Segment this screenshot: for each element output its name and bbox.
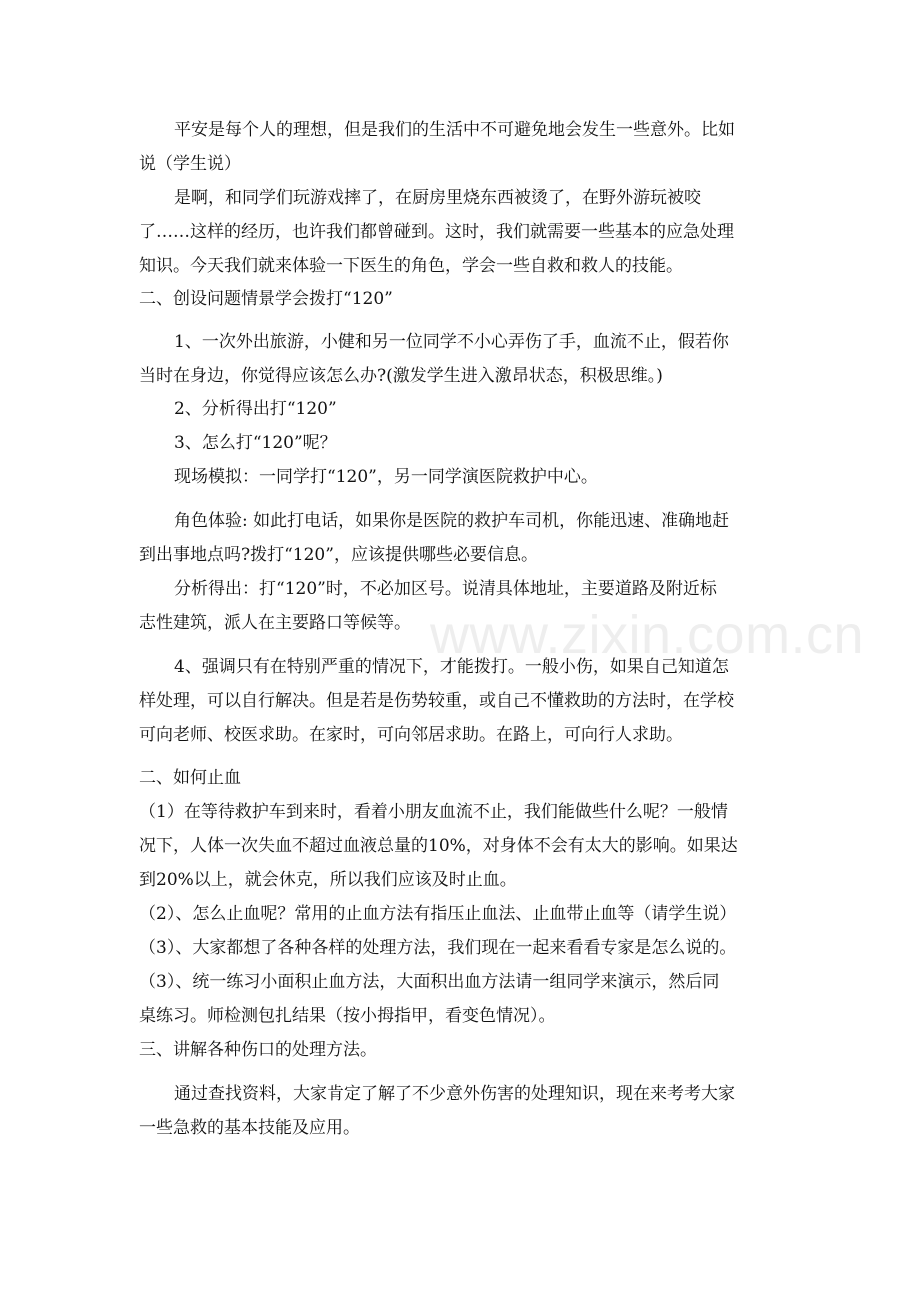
- paragraph-line: 通过查找资料，大家肯定了解了不少意外伤害的处理知识，现在来考考大家: [174, 1084, 735, 1104]
- paragraph-line: 知识。今天我们就来体验一下医生的角色，学会一些自救和救人的技能。: [139, 256, 683, 276]
- paragraph-line: 4、强调只有在特别严重的情况下，才能拨打。一般小伤，如果自己知道怎: [174, 657, 729, 677]
- section-heading: 二、创设问题情景学会拨打“120”: [139, 289, 393, 309]
- paragraph-line: 2、分析得出打“120”: [174, 399, 337, 419]
- section-heading: 二、如何止血: [139, 768, 241, 788]
- paragraph-line: 到20%以上，就会休克，所以我们应该及时止血。: [139, 870, 517, 890]
- watermark: www.zixin.com.cn: [430, 605, 865, 665]
- paragraph-line: 分析得出：打“120”时，不必加区号。说清具体地址，主要道路及附近标: [174, 579, 717, 599]
- paragraph-line: 平安是每个人的理想，但是我们的生活中不可避免地会发生一些意外。比如: [174, 120, 735, 140]
- paragraph-line: 志性建筑，派人在主要路口等候等。: [139, 613, 411, 633]
- paragraph-line: 到出事地点吗?拨打“120”，应该提供哪些必要信息。: [139, 545, 538, 565]
- paragraph-line: 一些急救的基本技能及应用。: [139, 1118, 360, 1138]
- paragraph-line: 况下，人体一次失血不超过血液总量的10%，对身体不会有太大的影响。如果达: [139, 836, 738, 856]
- paragraph-line: 现场模拟：一同学打“120”，另一同学演医院救护中心。: [174, 467, 598, 487]
- paragraph-line: 角色体验: 如此打电话，如果你是医院的救护车司机，你能迅速、准确地赶: [174, 511, 730, 531]
- paragraph-line: 1、一次外出旅游，小健和另一位同学不小心弄伤了手，血流不止，假若你: [174, 332, 729, 352]
- paragraph-line: 当时在身边，你觉得应该怎么办?(激发学生进入激昂状态，积极思维。): [139, 366, 663, 386]
- paragraph-line: 是啊，和同学们玩游戏摔了，在厨房里烧东西被烫了，在野外游玩被咬: [174, 188, 701, 208]
- paragraph-line: 3、怎么打“120”呢？: [174, 433, 337, 453]
- paragraph-line: 了……这样的经历，也许我们都曾碰到。这时，我们就需要一些基本的应急处理: [139, 222, 734, 242]
- paragraph-line: 可向老师、校医求助。在家时，可向邻居求助。在路上，可向行人求助。: [139, 725, 683, 745]
- paragraph-line: 桌练习。师检测包扎结果（按小拇指甲，看变色情况）。: [139, 1006, 556, 1026]
- paragraph-line: 样处理，可以自行解决。但是若是伤势较重，或自己不懂救助的方法时，在学校: [139, 691, 734, 711]
- paragraph-line: （1）在等待救护车到来时，看着小朋友血流不止，我们能做些什么呢？一般情: [139, 802, 728, 822]
- paragraph-line: （3）、统一练习小面积止血方法，大面积出血方法请一组同学来演示，然后同: [139, 972, 720, 992]
- paragraph-line: （3）、大家都想了各种各样的处理方法，我们现在一起来看看专家是怎么说的。: [139, 938, 737, 958]
- paragraph-line: （2）、怎么止血呢？常用的止血方法有指压止血法、止血带止血等（请学生说）: [139, 904, 737, 924]
- section-heading: 三、讲解各种伤口的处理方法。: [139, 1040, 377, 1060]
- paragraph-line: 说（学生说）: [139, 154, 241, 174]
